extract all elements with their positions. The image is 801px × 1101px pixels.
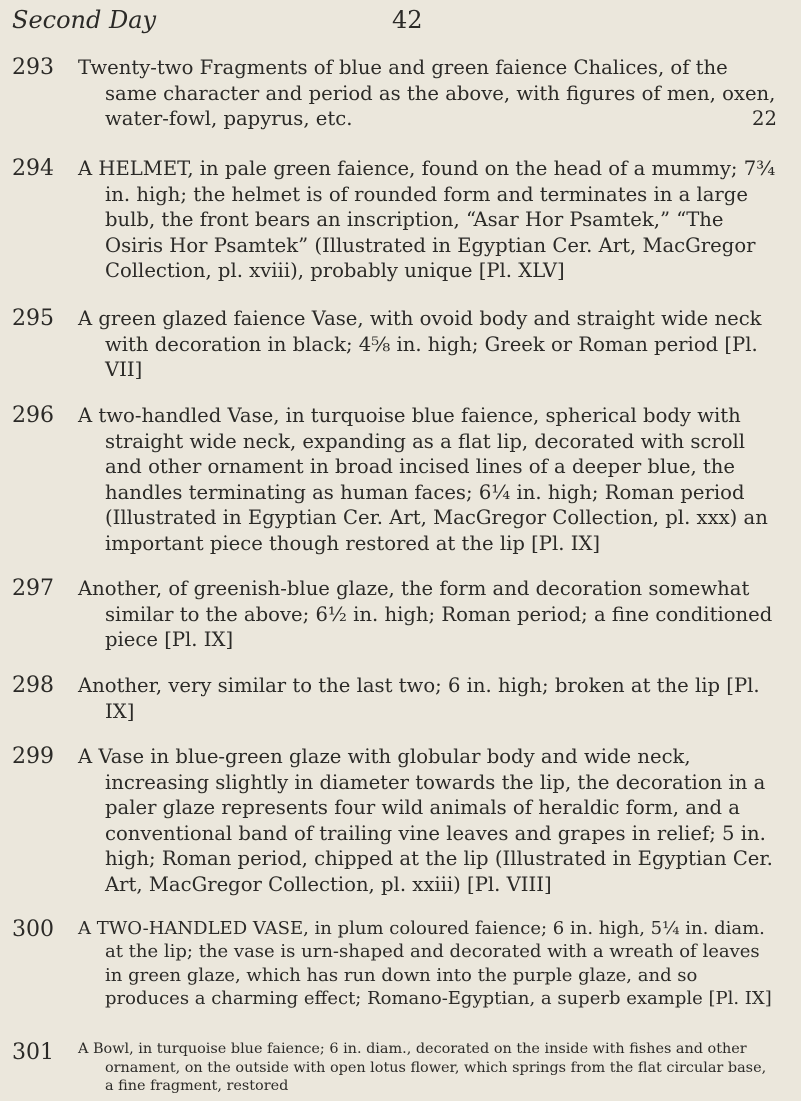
lot-number: 294	[12, 156, 54, 181]
lot-number: 298	[12, 673, 54, 698]
lot-description: A Vase in blue-green glaze with globular body and wide neck, increasing slightly in diameter towards the lip, the decoration in a paler glaze represents four wild animals of heraldic form, and a conventional band of trailing vine leaves and grapes in relief; 5 in. high; Roman period, chipped at the lip (Illustrated in Egyptian Cer. Art, MacGregor Collection, pl. xxiii) [Pl. VIII]	[78, 745, 773, 896]
lot-description: A HELMET, in pale green faience, found on the head of a mummy; 7¾ in. high; the helmet is of rounded form and terminates in a large bulb, the front bears an inscription, “Asar Hor Psamtek,” “The Osiris Hor Psamtek” (Illustrated in Egyptian Cer. Art, MacGregor Collection, pl. xviii), probably unique [Pl. XLV]	[78, 157, 776, 283]
lot-description: A TWO-HANDLED VASE, in plum coloured faience; 6 in. high, 5¼ in. diam. at the lip; the vase is urn-shaped and decorated with a wreath of leaves in green glaze, which has run down into the purple glaze, and so produces a charming effect; Romano-Egyptian, a superb example [Pl. IX]	[78, 918, 772, 1010]
lot-number: 301	[12, 1040, 54, 1065]
lot-description: Another, very similar to the last two; 6 in. high; broken at the lip [Pl. IX]	[78, 674, 760, 723]
page-number: 42	[392, 6, 423, 34]
lot-description: Twenty-two Fragments of blue and green faience Chalices, of the same character and period as the above, with figures of men, oxen, water-fowl, papyrus, etc.	[78, 56, 776, 131]
lot-entry	[12, 576, 779, 653]
lot-number: 299	[12, 744, 54, 769]
lot-number: 293	[12, 55, 54, 80]
lot-description: A two-handled Vase, in turquoise blue faience, spherical body with straight wide neck, expanding as a flat lip, decorated with scroll and other ornament in broad incised lines of a deeper blue, the handles terminating as human faces; 6¼ in. high; Roman period (Illustrated in Egyptian Cer. Art, MacGregor Collection, pl. xxx) an important piece though restored at the lip [Pl. IX]	[78, 404, 768, 555]
lot-description: A green glazed faience Vase, with ovoid body and straight wide neck with decoration in black; 4⅝ in. high; Greek or Roman period [Pl. VII]	[78, 307, 762, 382]
page-header	[12, 6, 789, 38]
lot-description: A Bowl, in turquoise blue faience; 6 in. diam., decorated on the inside with fishes and other ornament, on the outside with open lotus flower, which springs from the flat circular base, a fine fragment, restored	[78, 1041, 767, 1095]
lot-number: 295	[12, 306, 54, 331]
lot-entry	[12, 403, 779, 557]
lot-entry	[12, 744, 779, 898]
lot-entry: 293 Twenty-two Fragments of blue and green faience Chalices, of the same character and period as the above, with figures of men, oxen, water-fowl, papyrus, etc. 22	[12, 55, 777, 131]
lot-number: 296	[12, 403, 54, 428]
lot-entry	[12, 156, 779, 284]
running-head: Second Day	[12, 6, 157, 34]
lot-entry	[12, 673, 779, 724]
lot-entry	[12, 917, 779, 1011]
lot-entry	[12, 1040, 779, 1096]
lot-number: 297	[12, 576, 54, 601]
lot-entry	[12, 306, 779, 383]
lot-description: Another, of greenish-blue glaze, the form and decoration somewhat similar to the above; 6½ in. high; Roman period; a fine conditioned piece [Pl. IX]	[78, 577, 773, 652]
lot-number: 300	[12, 917, 54, 942]
